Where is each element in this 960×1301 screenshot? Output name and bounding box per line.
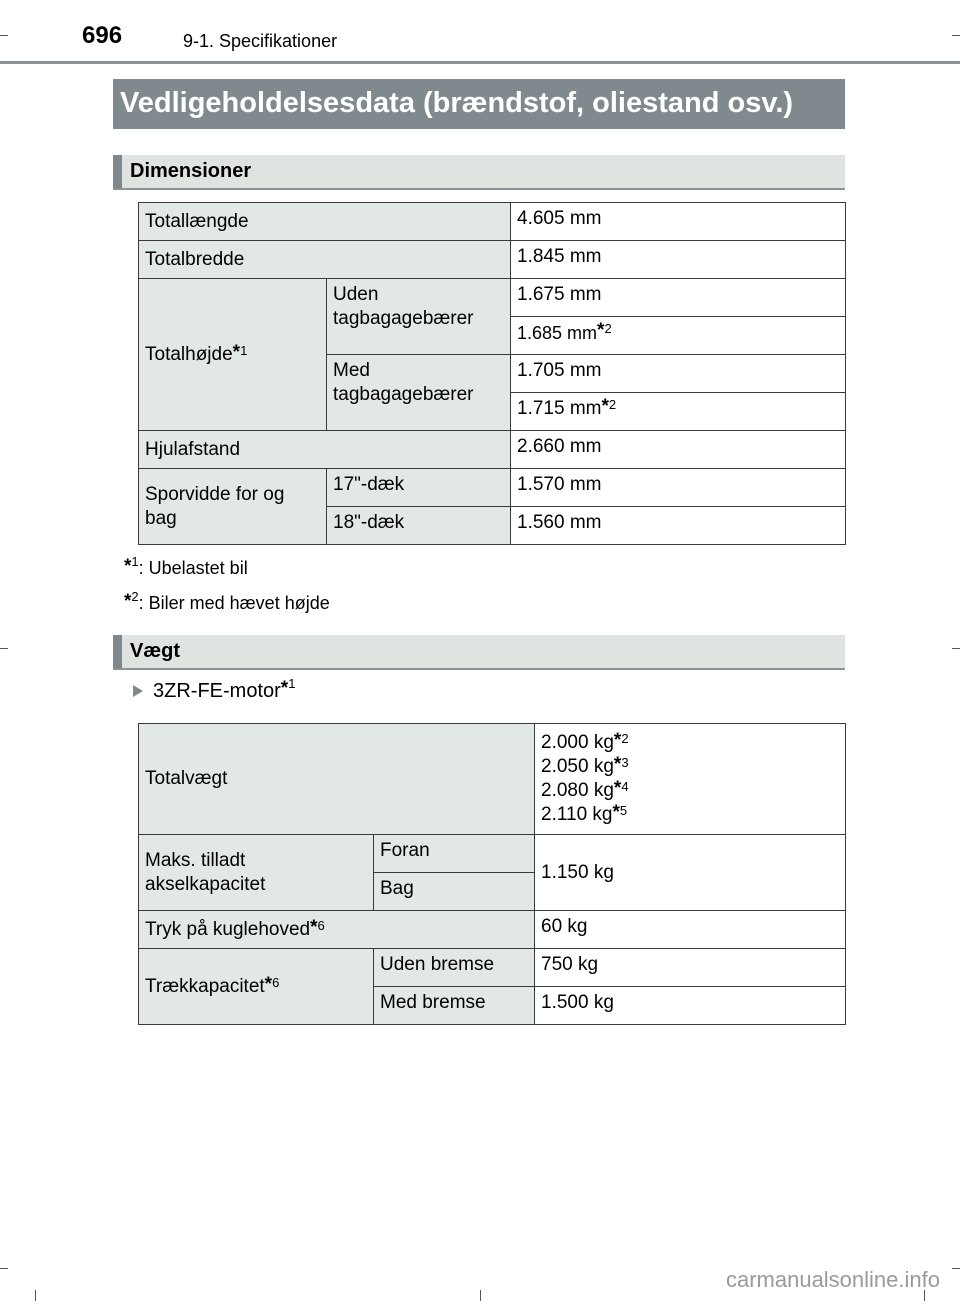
asterisk-icon: * — [613, 730, 622, 751]
value-text: 2.000 kg — [541, 732, 614, 753]
asterisk-icon: * — [597, 320, 605, 341]
table-row — [139, 241, 846, 279]
tire-18-value: 1.560 mm — [511, 507, 846, 545]
aksel-value: 1.150 kg — [535, 835, 846, 911]
asterisk-icon: * — [124, 556, 132, 577]
footnote-ref: 2 — [608, 397, 617, 412]
med-value-2-cell — [511, 393, 846, 431]
footnote-ref: 1 — [240, 342, 248, 358]
totalvaegt-label: Totalvægt — [139, 724, 535, 835]
dimensions-table — [138, 202, 846, 545]
engine-label: 3ZR-FE-motor — [153, 680, 281, 702]
table-row — [139, 835, 846, 873]
asterisk-icon: * — [264, 973, 273, 995]
heading-bar — [113, 155, 122, 188]
page-number: 696 — [82, 22, 123, 49]
totallaengde-value: 4.605 mm — [511, 203, 846, 241]
footnote-ref: 2 — [621, 731, 629, 746]
header-rule — [0, 61, 960, 64]
foran-label: Foran — [374, 835, 535, 873]
dimensions-heading-text: Dimensioner — [130, 160, 252, 182]
hjulafstand-value: 2.660 mm — [511, 431, 846, 469]
weight-table — [138, 723, 846, 1025]
value-text: 2.050 kg — [541, 756, 614, 777]
table-row — [139, 469, 846, 507]
table-row — [139, 279, 846, 317]
totalvaegt-value — [541, 731, 839, 755]
footnote-number: 1 — [131, 554, 139, 569]
traek-label: Trækkapacitet — [145, 975, 265, 997]
asterisk-icon: * — [280, 678, 289, 699]
asterisk-icon: * — [613, 778, 622, 799]
med-bremse-label: Med bremse — [374, 987, 535, 1025]
value-text: 2.110 kg — [541, 804, 613, 825]
footnote-number: 2 — [131, 589, 139, 604]
totalbredde-label: Totalbredde — [139, 241, 511, 279]
uden-value-2: 1.685 mm — [517, 323, 598, 343]
table-row — [139, 724, 846, 835]
engine-bullet — [133, 676, 296, 703]
crop-mark — [0, 35, 8, 36]
dimensions-heading — [113, 155, 845, 190]
table-row — [139, 949, 846, 987]
crop-mark — [952, 35, 960, 36]
weight-heading-text: Vægt — [130, 640, 180, 662]
bag-label: Bag — [374, 873, 535, 911]
totallaengde-label: Totallængde — [139, 203, 511, 241]
table-row — [139, 203, 846, 241]
totalvaegt-value — [541, 803, 839, 827]
totalhojde-cell — [139, 279, 327, 431]
hjulafstand-label: Hjulafstand — [139, 431, 511, 469]
asterisk-icon: * — [310, 916, 318, 938]
footnote-ref: 3 — [621, 755, 629, 770]
kuglehoved-value: 60 kg — [535, 911, 846, 949]
tire-17-label: 17"-dæk — [327, 469, 511, 507]
footnote-ref: 5 — [619, 803, 628, 818]
sporvidde-label: Sporvidde for og bag — [139, 469, 327, 545]
asterisk-icon: * — [613, 754, 622, 775]
kuglehoved-cell — [139, 911, 535, 949]
footnote-ref: 2 — [604, 321, 612, 336]
kuglehoved-label: Tryk på kuglehoved — [145, 918, 311, 940]
asterisk-icon: * — [124, 591, 132, 612]
value-text: 2.080 kg — [541, 780, 614, 801]
section-title: Vedligeholdelsesdata (brændstof, oliestand osv.) — [113, 79, 845, 129]
footnote-text: : Biler med hævet højde — [138, 593, 330, 613]
crop-mark — [952, 648, 960, 649]
totalhojde-label: Totalhøjde — [145, 343, 233, 365]
uden-value-1: 1.675 mm — [511, 279, 846, 317]
asterisk-icon: * — [612, 802, 620, 823]
table-row — [139, 911, 846, 949]
uden-bremse-value: 750 kg — [535, 949, 846, 987]
med-value-1: 1.705 mm — [511, 355, 846, 393]
tire-17-value: 1.570 mm — [511, 469, 846, 507]
footnote-ref: 6 — [317, 917, 325, 933]
chapter-title: 9-1. Specifikationer — [183, 31, 338, 51]
footnote-ref: 6 — [272, 974, 280, 990]
table-row — [139, 431, 846, 469]
tire-18-label: 18"-dæk — [327, 507, 511, 545]
asterisk-icon: * — [601, 396, 609, 417]
footnote-ref: 4 — [621, 779, 629, 794]
uden-bremse-label: Uden bremse — [374, 949, 535, 987]
triangle-bullet-icon — [133, 685, 143, 697]
aksel-label: Maks. tilladt akselkapacitet — [139, 835, 374, 911]
asterisk-icon: * — [232, 341, 241, 363]
med-value-2: 1.715 mm — [517, 398, 602, 419]
crop-mark — [0, 1268, 8, 1269]
med-bremse-value: 1.500 kg — [535, 987, 846, 1025]
footnote-text: : Ubelastet bil — [138, 558, 248, 578]
totalvaegt-values — [535, 724, 846, 835]
uden-tagbagage-label: Uden tagbagagebærer — [327, 279, 511, 355]
watermark: carmanualsonline.info — [725, 1267, 940, 1292]
med-tagbagage-label: Med tagbagagebærer — [327, 355, 511, 431]
traek-cell — [139, 949, 374, 1025]
totalbredde-value: 1.845 mm — [511, 241, 846, 279]
crop-mark — [0, 648, 8, 649]
totalvaegt-value — [541, 755, 839, 779]
footnote-ref: 1 — [288, 676, 296, 691]
weight-heading — [113, 635, 845, 670]
crop-mark — [35, 1290, 36, 1301]
totalvaegt-value — [541, 779, 839, 803]
uden-value-2-cell — [511, 317, 846, 355]
footnote-1 — [124, 554, 248, 580]
crop-mark — [480, 1290, 481, 1301]
crop-mark — [952, 1268, 960, 1269]
footnote-2 — [124, 589, 330, 615]
heading-bar — [113, 635, 122, 668]
